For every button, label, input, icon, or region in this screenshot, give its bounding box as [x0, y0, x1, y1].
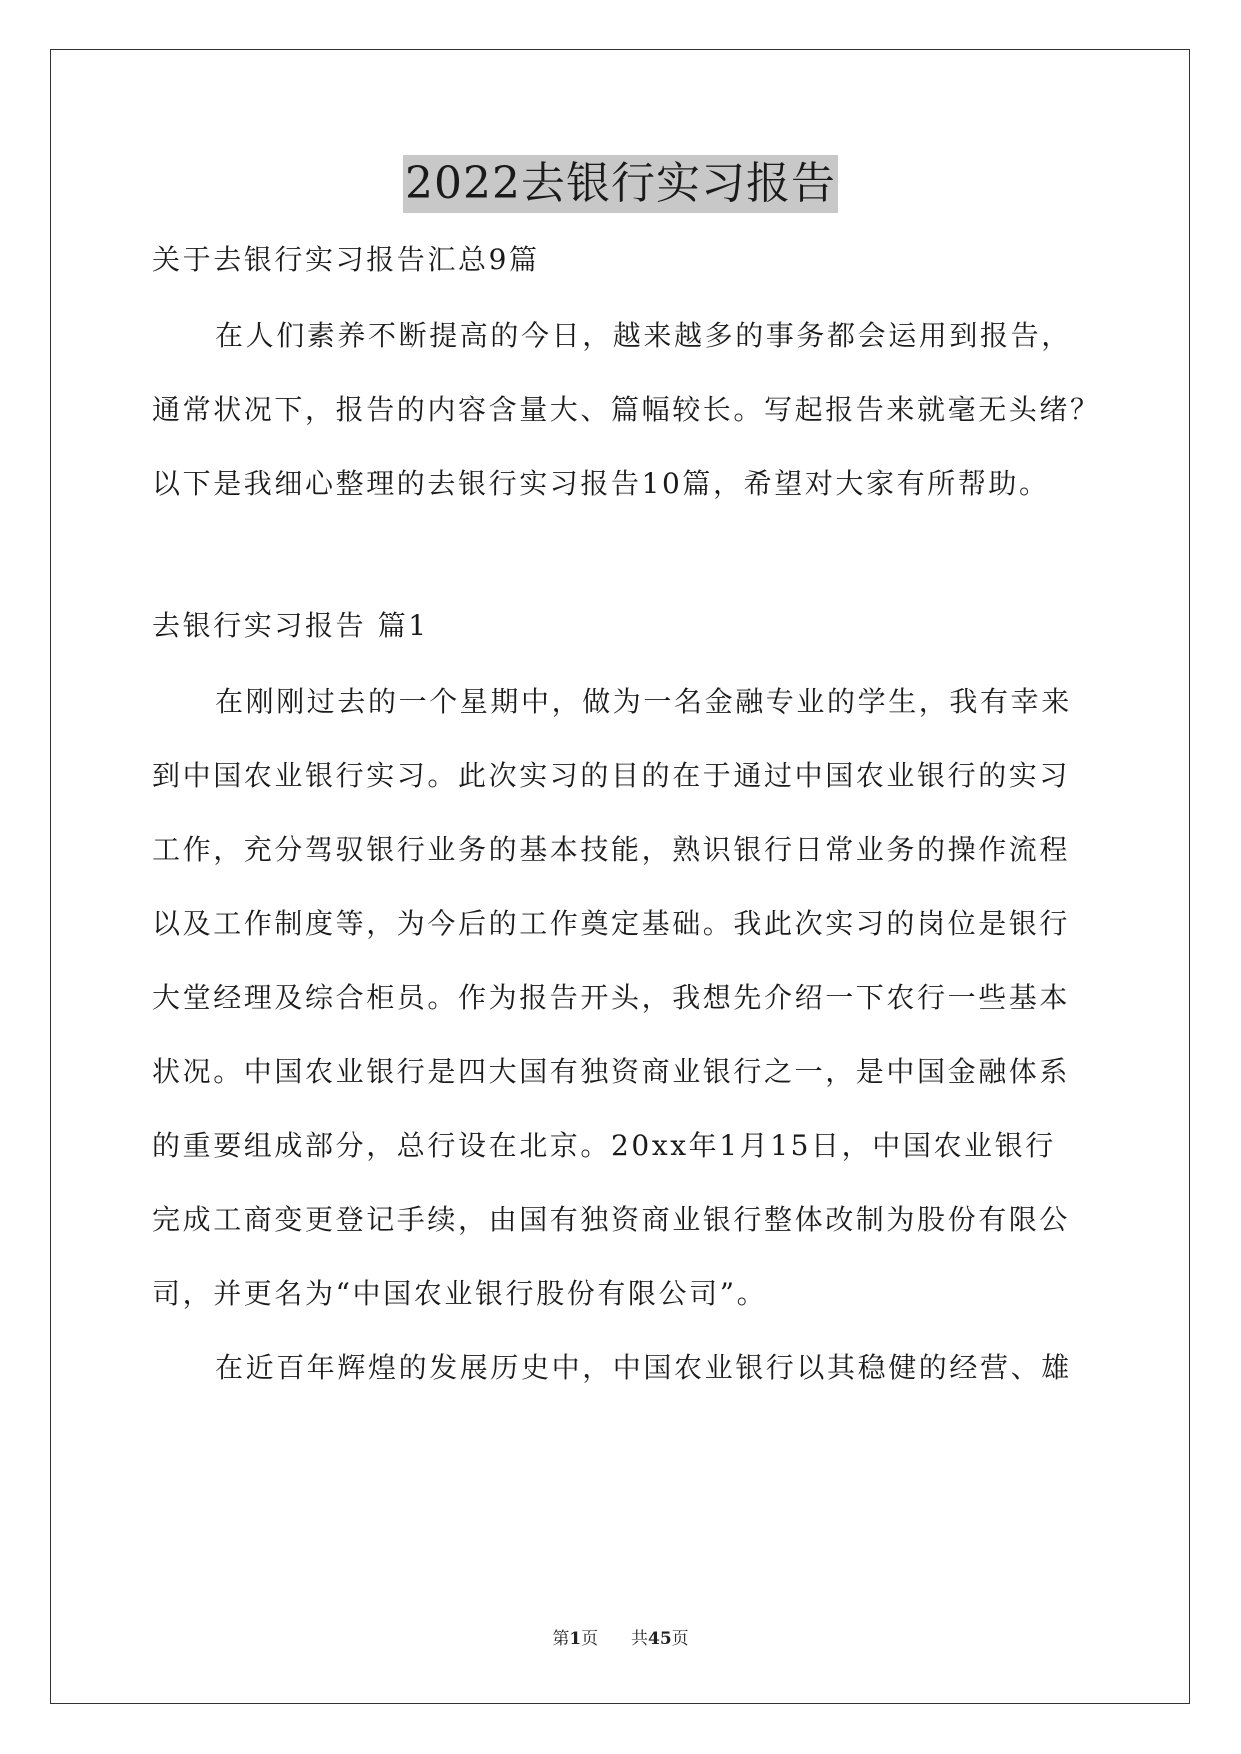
body-paragraph-line: 工作，充分驾驭银行业务的基本技能，熟识银行日常业务的操作流程 [152, 833, 1071, 866]
section-heading: 去银行实习报告 篇1 [152, 609, 429, 642]
page-total-suffix: 页 [671, 1629, 689, 1649]
page-number-suffix: 页 [581, 1629, 599, 1649]
page-total-prefix: 共 [630, 1629, 648, 1649]
body-paragraph-line: 在近百年辉煌的发展历史中，中国农业银行以其稳健的经营、雄 [215, 1351, 1072, 1384]
page-number-current: 1 [569, 1629, 582, 1649]
body-paragraph-line: 在刚刚过去的一个星期中，做为一名金融专业的学生，我有幸来 [215, 685, 1072, 718]
page-total-count: 45 [647, 1629, 672, 1649]
page-number-prefix: 第 [552, 1629, 570, 1649]
document-title: 2022去银行实习报告 [403, 155, 838, 213]
body-paragraph-line: 以及工作制度等，为今后的工作奠定基础。我此次实习的岗位是银行 [152, 907, 1071, 940]
body-paragraph-line: 完成工商变更登记手续，由国有独资商业银行整体改制为股份有限公 [152, 1203, 1071, 1236]
body-paragraph-line: 大堂经理及综合柜员。作为报告开头，我想先介绍一下农行一些基本 [152, 981, 1071, 1014]
intro-paragraph-line: 通常状况下，报告的内容含量大、篇幅较长。写起报告来就毫无头绪？ [152, 393, 1101, 426]
page-border [50, 49, 1190, 1704]
page-footer [0, 1628, 1241, 1650]
intro-paragraph-line: 在人们素养不断提高的今日，越来越多的事务都会运用到报告， [215, 319, 1072, 352]
title-container [0, 155, 1241, 213]
intro-paragraph-line: 以下是我细心整理的去银行实习报告10篇，希望对大家有所帮助。 [152, 467, 1050, 500]
body-paragraph-line: 到中国农业银行实习。此次实习的目的在于通过中国农业银行的实习 [152, 759, 1071, 792]
body-paragraph-line: 司，并更名为“中国农业银行股份有限公司”。 [152, 1277, 768, 1310]
body-paragraph-line: 的重要组成部分，总行设在北京。20xx年1月15日，中国农业银行 [152, 1129, 1056, 1162]
body-paragraph-line: 状况。中国农业银行是四大国有独资商业银行之一，是中国金融体系 [152, 1055, 1071, 1088]
document-subtitle: 关于去银行实习报告汇总9篇 [152, 243, 540, 276]
